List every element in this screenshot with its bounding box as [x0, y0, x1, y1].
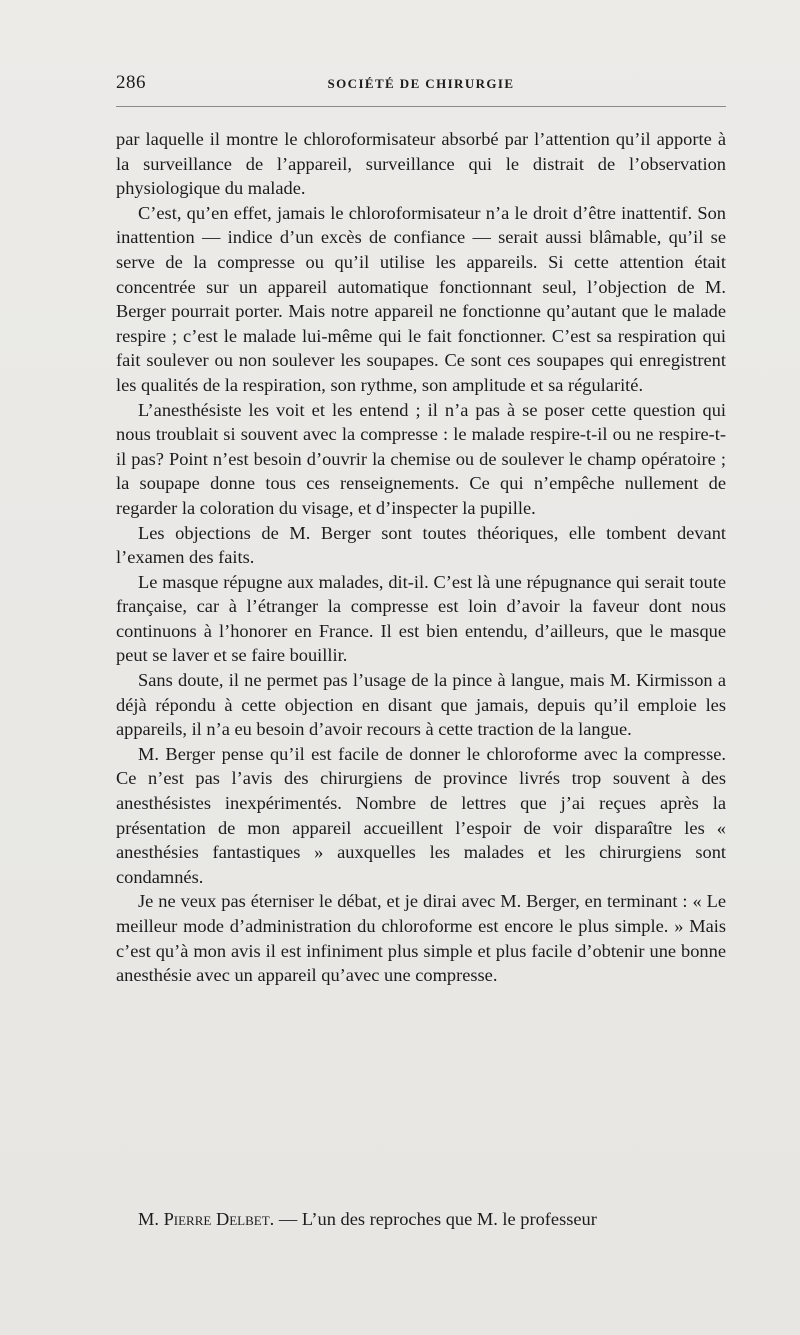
- paragraph: C’est, qu’en effet, jamais le chloroformisateur n’a le droit d’être inattentif. Son inattention — indice d’un excès de confiance — serait aussi blâmable, qu’il se serve de la compresse ou qu’il utilise les appareils. Si cette attention était concentrée sur un appareil automatique fonctionnant seul, l’objection de M. Berger pourrait porter. Mais notre appareil ne fonctionne qu’autant que le malade respire ; c’est le malade lui-même qui le fait fonctionner. C’est sa respiration qui fait soulever ou non soulever les soupapes. Ce sont ces soupapes qui enregistrent les qualités de la respiration, son rythme, son amplitude et sa régularité.: [116, 202, 726, 395]
- paragraph: Les objections de M. Berger sont toutes théoriques, elle tombent devant l’examen des faits.: [116, 522, 726, 568]
- running-head: SOCIÉTÉ DE CHIRURGIE: [327, 76, 515, 91]
- body-text: [116, 127, 726, 988]
- paragraph: Le masque répugne aux malades, dit-il. C’est là une répugnance qui serait toute française, car à l’étranger la compresse est loin d’avoir la faveur dont nous continuons à l’honorer en France. Il est bien entendu, d’ailleurs, que le masque peut se laver et se faire bouillir.: [116, 571, 726, 666]
- header-rule: [116, 106, 726, 107]
- paragraph: Je ne veux pas éterniser le débat, et je dirai avec M. Berger, en terminant : « Le meilleur mode d’administration du chloroforme est encore le plus simple. » Mais c’est qu’à mon avis il est infiniment plus simple et plus facile d’obtenir une bonne anesthésie avec un appareil qu’avec une compresse.: [116, 891, 726, 986]
- speaker-text: . — L’un des reproches que M. le professeur: [269, 1209, 597, 1229]
- paragraph: Sans doute, il ne permet pas l’usage de la pince à langue, mais M. Kirmisson a déjà répondu à cette objection en disant que jamais, depuis qu’il emploie les appareils, il n’a eu besoin d’avoir recours à cette traction de la langue.: [116, 670, 726, 740]
- speaker-paragraph: [116, 1207, 726, 1232]
- page-number: 286: [116, 72, 146, 93]
- speaker-prefix: M.: [138, 1209, 164, 1229]
- paragraph: L’anesthésiste les voit et les entend ; il n’a pas à se poser cette question qui nous troublait si souvent avec la compresse : le malade respire-t-il ou ne respire-t-il pas? Point n’est besoin d’ouvrir la chemise ou de soulever le champ opératoire ; la soupape donne tous ces renseignements. Ce qui n’empêche nullement de regarder la coloration du visage, et d’inspecter la pupille.: [116, 399, 726, 518]
- paragraph: M. Berger pense qu’il est facile de donner le chloroforme avec la compresse. Ce n’est pas l’avis des chirurgiens de province livrés trop souvent à des anesthésistes inexpérimentés. Nombre de lettres que j’ai reçues après la présentation de mon appareil accueillent l’espoir de voir disparaître les « anesthésies fantastiques » auxquelles les malades et les chirurgiens sont condamnés.: [116, 743, 726, 887]
- page-header: [116, 72, 726, 96]
- paragraph: par laquelle il montre le chloroformisateur absorbé par l’attention qu’il apporte à la surveillance de l’appareil, surveillance qui le distrait de l’observation physiologique du malade.: [116, 129, 726, 199]
- speaker-name: Pierre Delbet: [163, 1209, 270, 1229]
